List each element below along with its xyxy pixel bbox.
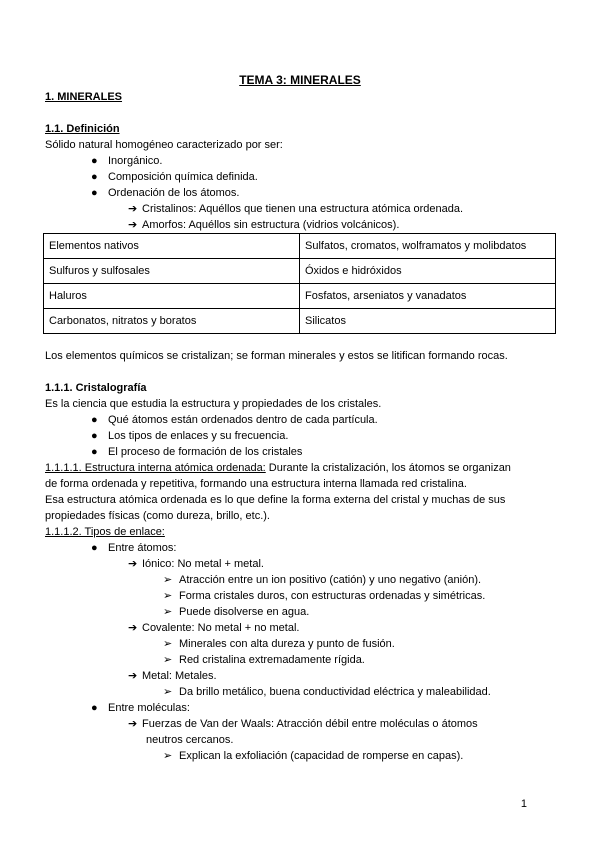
table-row [44,234,556,259]
table-cell: Óxidos e hidróxidos [300,259,556,284]
section-heading-definicion: 1.1. Definición [45,123,120,135]
paragraph: propiedades físicas (como dureza, brillo, etc.). [45,510,270,522]
paragraph: Es la ciencia que estudia la estructura y propiedades de los cristales. [45,398,382,410]
paragraph: neutros cercanos. [146,734,234,746]
section-heading-cristalografia: 1.1.1. Cristalografía [45,382,147,394]
list-item: ➔ Covalente: No metal + no metal. [128,622,300,634]
table-cell: Haluros [44,284,300,309]
list-item: ➢ Puede disolverse en agua. [163,606,310,618]
mineral-classes-table [43,233,556,334]
table-cell: Elementos nativos [44,234,300,259]
list-item: ● Entre moléculas: [91,702,190,714]
list-item: ➢ Atracción entre un ion positivo (catión) y uno negativo (anión). [163,574,482,586]
page-number: 1 [520,798,527,810]
paragraph: Los elementos químicos se cristalizan; se forman minerales y estos se litifican formando rocas. [45,350,508,362]
subsection-heading-enlaces: 1.1.1.2. Tipos de enlace: [45,526,165,538]
paragraph: de forma ordenada y repetitiva, formando una estructura interna llamada red cristalina. [45,478,467,490]
table-cell: Carbonatos, nitratos y boratos [44,309,300,334]
list-item: ➔ Amorfos: Aquéllos sin estructura (vidrios volcánicos). [128,219,400,231]
list-item: ➢ Explican la exfoliación (capacidad de romperse en capas). [163,750,464,762]
paragraph: Esa estructura atómica ordenada es lo que define la forma externa del cristal y muchas de sus [45,494,506,506]
table-cell: Sulfatos, cromatos, wolframatos y molibdatos [300,234,556,259]
list-item: ➔ Metal: Metales. [128,670,217,682]
section-heading-minerales: 1. MINERALES [45,91,123,103]
table-row [44,284,556,309]
list-item: ● Inorgánico. [91,155,163,167]
list-item: ➢ Red cristalina extremadamente rígida. [163,654,365,666]
list-item: ● Qué átomos están ordenados dentro de cada partícula. [91,414,378,426]
definition-text: Sólido natural homogéneo caracterizado por ser: [45,139,283,151]
list-item: ● El proceso de formación de los cristales [91,446,303,458]
table-cell: Silicatos [300,309,556,334]
list-item: ● Composición química definida. [91,171,258,183]
list-item: ➢ Minerales con alta dureza y punto de fusión. [163,638,395,650]
list-item: ● Entre átomos: [91,542,177,554]
table-row [44,259,556,284]
list-item: ➢ Da brillo metálico, buena conductividad eléctrica y maleabilidad. [163,686,491,698]
paragraph: 1.1.1.1. Estructura interna atómica ordenada: Durante la cristalización, los átomos se organizan [45,462,511,474]
list-item: ➔ Fuerzas de Van der Waals: Atracción débil entre moléculas o átomos [128,718,478,730]
table-cell: Fosfatos, arseniatos y vanadatos [300,284,556,309]
list-item: ➔ Iónico: No metal + metal. [128,558,264,570]
table-row [44,309,556,334]
list-item: ➔ Cristalinos: Aquéllos que tienen una estructura atómica ordenada. [128,203,464,215]
page-title: TEMA 3: MINERALES [239,73,361,87]
list-item: ➢ Forma cristales duros, con estructuras ordenadas y simétricas. [163,590,486,602]
list-item: ● Los tipos de enlaces y su frecuencia. [91,430,289,442]
list-item: ● Ordenación de los átomos. [91,187,240,199]
table-cell: Sulfuros y sulfosales [44,259,300,284]
